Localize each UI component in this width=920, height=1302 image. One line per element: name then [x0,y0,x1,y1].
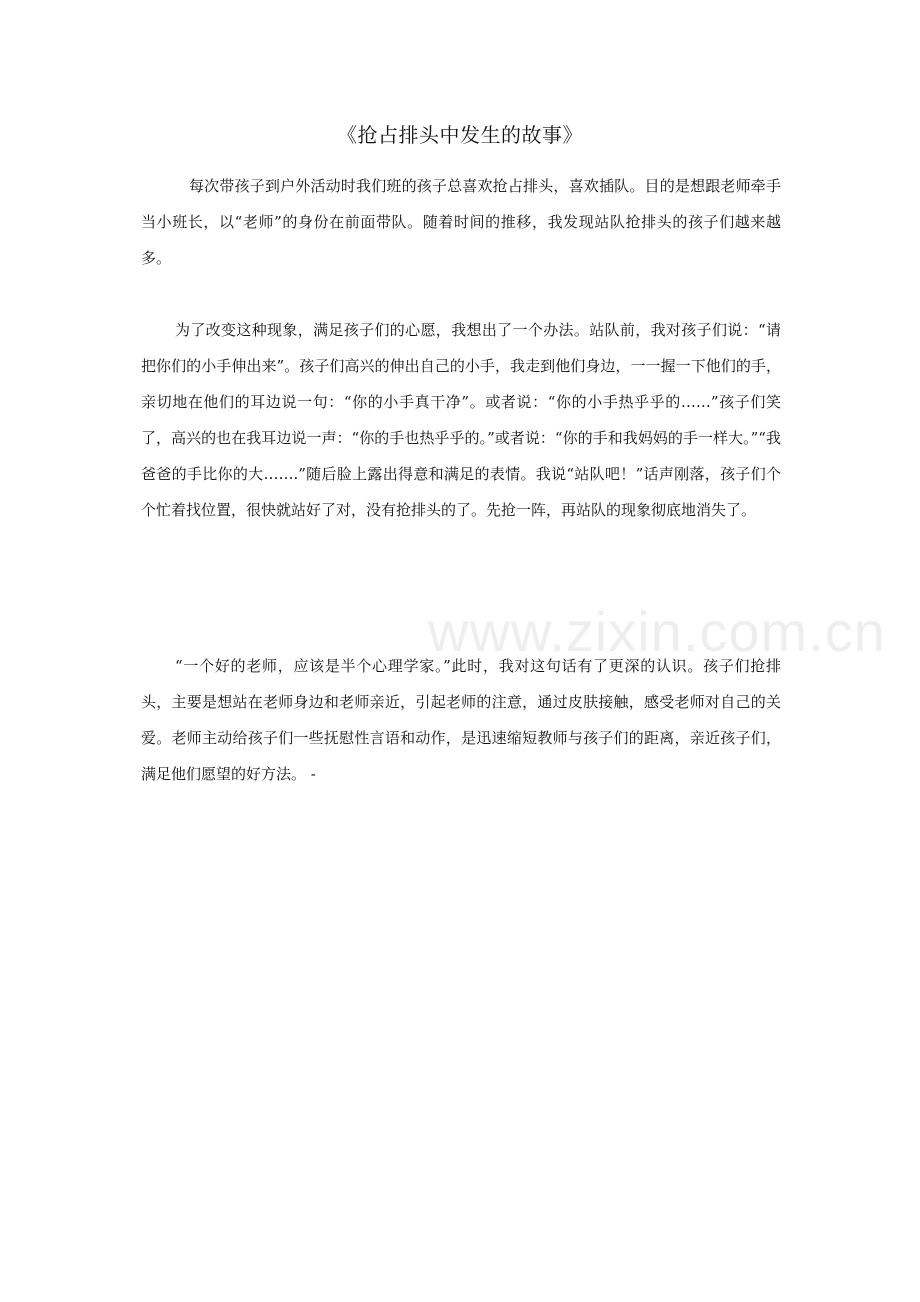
document-title: 《抢占排头中发生的故事》 [337,123,583,147]
paragraph-2: 为了改变这种现象，满足孩子们的心愿，我想出了一个办法。站队前，我对孩子们说：“请把你们的小手伸出来”。孩子们高兴的伸出自己的小手，我走到他们身边，一一握一下他们的手，亲切地在他们的耳边说一句：“你的小手真干净”。或者说：“你的小手热乎乎的……”孩子们笑了，高兴的也在我耳边说一声：“你的手也热乎乎的。”或者说：“你的手和我妈妈的手一样大。”“我爸爸的手比你的大…….”随后脸上露出得意和满足的表情。我说“站队吧！”话声刚落，孩子们个个忙着找位置，很快就站好了对，没有抢排头的了。先抢一阵，再站队的现象彻底地消失了。 [141,321,781,519]
watermark: www.zixin.com.cn [428,600,886,663]
paragraph-3: “一个好的老师，应该是半个心理学家。”此时，我对这句话有了更深的认识。孩子们抢排头，主要是想站在老师身边和老师亲近，引起老师的注意，通过皮肤接触，感受老师对自己的关爱。老师主动给孩子们一些抚慰性言语和动作，是迅速缩短教师与孩子们的距离，亲近孩子们，满足他们愿望的好方法。 - [141,657,781,783]
paragraph-1: 每次带孩子到户外活动时我们班的孩子总喜欢抢占排头，喜欢插队。目的是想跟老师牵手当小班长，以“老师”的身份在前面带队。随着时间的推移，我发现站队抢排头的孩子们越来越多。 [141,177,781,267]
